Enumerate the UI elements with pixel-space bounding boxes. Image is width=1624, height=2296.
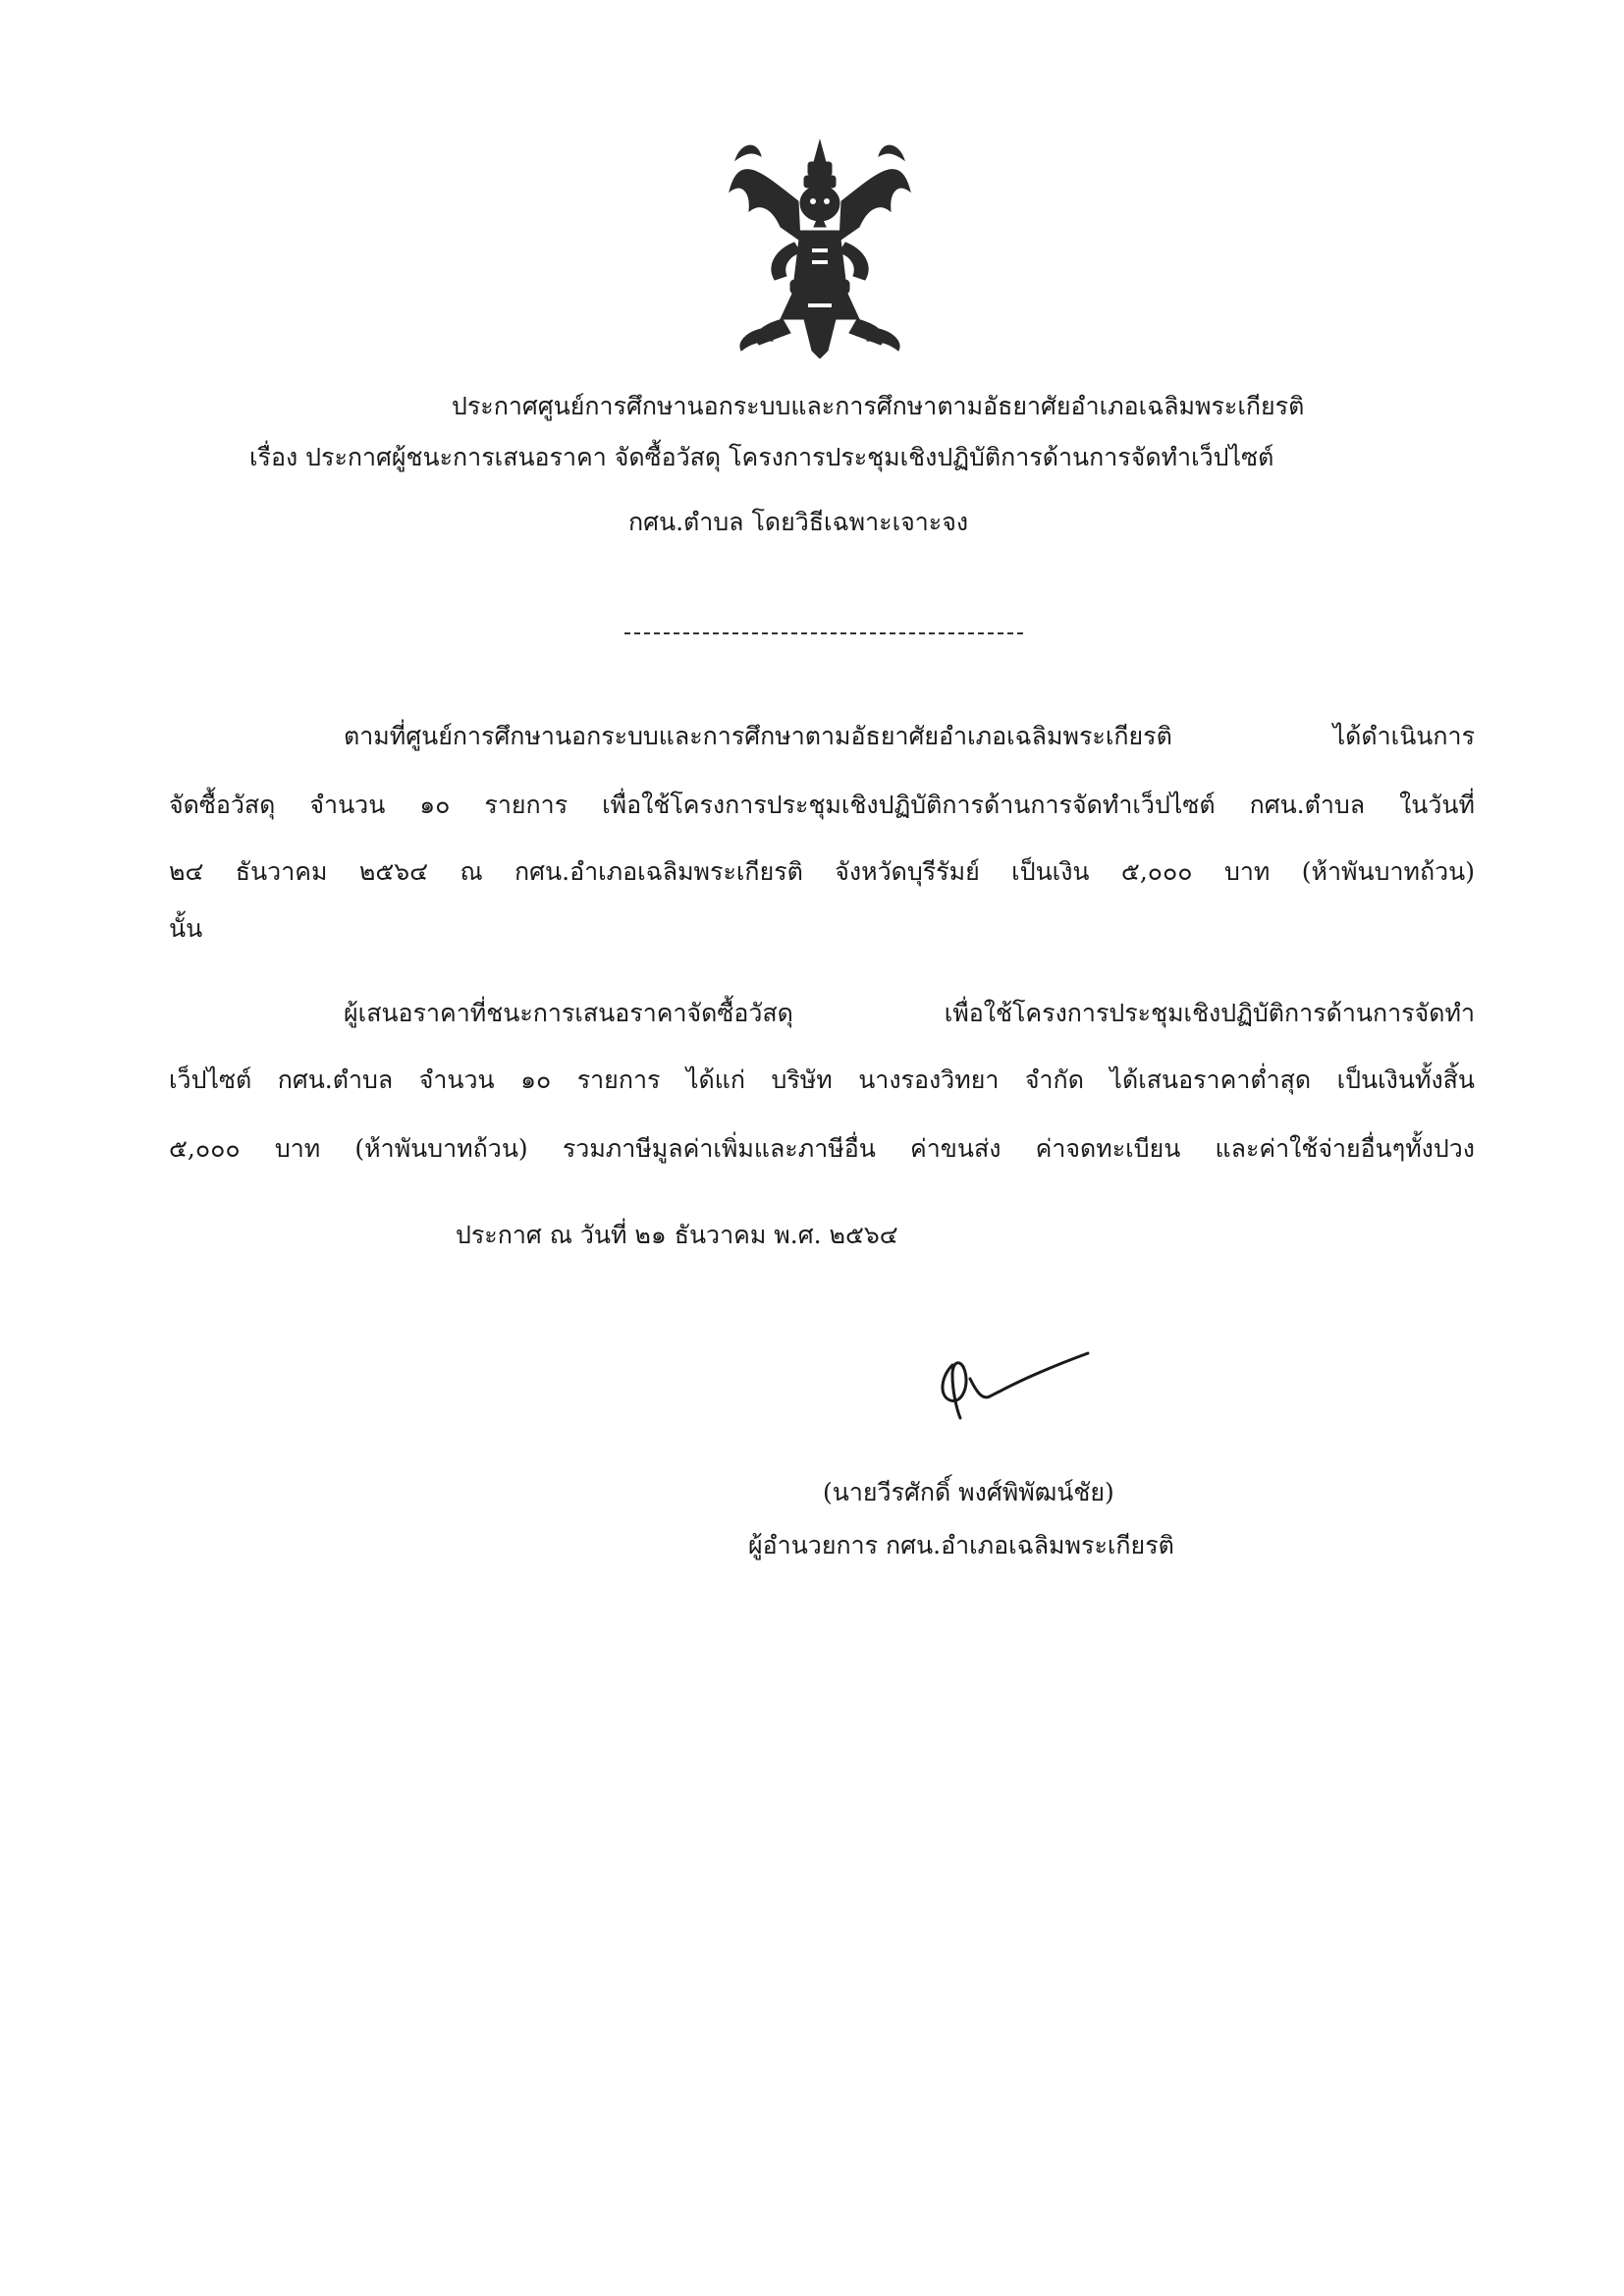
handwritten-signature [931,1336,1098,1424]
announcement-subject-cont: กศน.ตำบล โดยวิธีเฉพาะเจาะจง [628,508,969,536]
announcement-date: ประกาศ ณ วันที่ ๒๑ ธันวาคม พ.ศ. ๒๕๖๔ [456,1221,898,1249]
paragraph-1-line-1: ตามที่ศูนย์การศึกษานอกระบบและการศึกษาตามอัธยาศัยอำเภอเฉลิมพระเกียรติ ได้ดำเนินการ [344,722,1475,750]
paragraph-1-line-2: จัดซื้อวัสดุ จำนวน ๑๐ รายการ เพื่อใช้โครงการประชุมเชิงปฏิบัติการด้านการจัดทำเว็ปไซต์ กศน.ตำบล ในวันที่ [169,791,1475,819]
paragraph-1-line-3: ๒๔ ธันวาคม ๒๕๖๔ ณ กศน.อำเภอเฉลิมพระเกียรติ จังหวัดบุรีรัมย์ เป็นเงิน ๕,๐๐๐ บาท (ห้าพันบาทถ้วน) [169,857,1475,886]
paragraph-2-line-3: ๕,๐๐๐ บาท (ห้าพันบาทถ้วน) รวมภาษีมูลค่าเพิ่มและภาษีอื่น ค่าขนส่ง ค่าจดทะเบียน และค่าใช้จ่ายอื่นๆทั้งปวง [169,1134,1475,1163]
paragraph-1-line-4: นั้น [169,914,203,943]
garuda-emblem-icon [722,133,918,358]
announcement-title: ประกาศศูนย์การศึกษานอกระบบและการศึกษาตามอัธยาศัยอำเภอเฉลิมพระเกียรติ [452,392,1305,420]
signer-position: ผู้อำนวยการ กศน.อำเภอเฉลิมพระเกียรติ [748,1531,1174,1559]
announcement-subject: เรื่อง ประกาศผู้ชนะการเสนอราคา จัดซื้อวัสดุ โครงการประชุมเชิงปฏิบัติการด้านการจัดทำเว็ปไซต์ [249,443,1274,471]
signer-name: (นายวีรศักดิ์ พงศ์พิพัฒน์ชัย) [823,1478,1114,1506]
paragraph-2-line-2: เว็ปไซต์ กศน.ตำบล จำนวน ๑๐ รายการ ได้แก่ บริษัท นางรองวิทยา จำกัด ได้เสนอราคาต่ำสุด เป็นเงินทั้งสิ้น [169,1066,1475,1094]
dashed-divider [624,632,1023,634]
paragraph-2-line-1: ผู้เสนอราคาที่ชนะการเสนอราคาจัดซื้อวัสดุ เพื่อใช้โครงการประชุมเชิงปฏิบัติการด้านการจัดทำ [344,999,1475,1027]
